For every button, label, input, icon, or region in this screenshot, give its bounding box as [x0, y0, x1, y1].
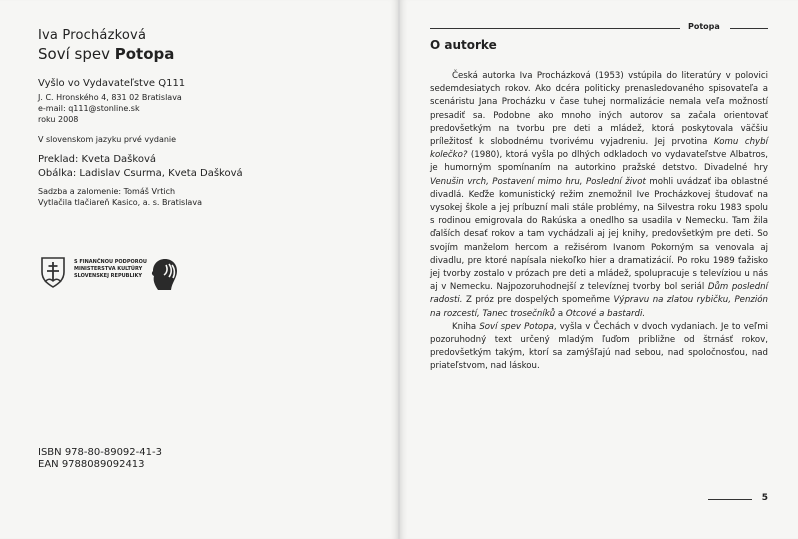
- isbn-number: ISBN 978-80-89092-41-3: [38, 447, 162, 458]
- publisher-line: Vyšlo vo Vydavateľstve Q111: [38, 78, 186, 89]
- section-title: O autorke: [430, 38, 497, 52]
- italic-title: Komu chybí kolečko?: [430, 137, 768, 161]
- body-paragraph: [430, 70, 768, 321]
- printing-credit: Vytlačila tlačiareň Kasico, a. s. Bratislava: [38, 198, 202, 207]
- page-number: 5: [761, 493, 768, 503]
- isbn-block: [38, 447, 162, 471]
- author-name: Iva Procházková: [38, 28, 147, 43]
- year-line: roku 2008: [38, 115, 79, 124]
- production-credits: [38, 186, 202, 208]
- typesetting-credit: Sadzba a zalomenie: Tomáš Vrtich: [38, 187, 176, 196]
- left-page-imprint: [0, 0, 398, 539]
- book-title: [38, 45, 174, 63]
- italic-title: Otcové a bastardi.: [565, 308, 646, 319]
- running-head: Potopa: [688, 22, 720, 31]
- text-run: Z próz pre dospelých spomeňme: [462, 295, 614, 306]
- header-rule-right: [730, 28, 768, 29]
- title-bold: Potopa: [114, 45, 175, 63]
- text-run: , vyšla v Čechách v dvoch vydaniach. Je to veľmi pozoruhodný text určený mladým ľuďom približne od štrnásť rokov, predovšetkým takým, ktorí sa zamýšľajú nad sebou, nad spoločnosťou, nad priateľstvom, nad láskou.: [430, 321, 769, 372]
- translation-credit: Preklad: Kveta Dašková: [38, 154, 156, 165]
- text-run: mohli uvádzať iba oblastné divadlá. Keďže komunistický režim znemožnil Ive Procházkovej študovať na vysokej škole a jej príbuzní mali stále problémy, na Silvestra roku 1983 spolu s rodinou emigrovala do Rakúska a onedlho sa usadila v Nemecku. Tam žila ďalších desať rokov a tam vychádzali aj jej knihy, predovšetkým pre deti. So svojím manželom hercom a režisérom Ivanom Pokorným sa venovala aj divadlu, pre ktoré napísala niekoľko hier a dramatizácií. Po roku 1989 ťažisko jej tvorby zostalo v prózach pre deti a mládež, spolupracuje s televíziou u nás aj v Nemecku. Najpozoruhodnejší z televíznej tvorby bol seriál: [430, 176, 768, 293]
- slovak-crest-icon: [40, 256, 66, 288]
- profile-head-icon: [144, 256, 180, 292]
- ministry-line-1: S FINANČNOU PODPOROU: [74, 259, 147, 265]
- text-run: Kniha: [452, 321, 480, 332]
- body-text: [430, 70, 768, 374]
- credits: [38, 153, 243, 181]
- ean-number: EAN 9788089092413: [38, 459, 145, 470]
- ministry-line-3: SLOVENSKEJ REPUBLIKY: [74, 273, 143, 279]
- edition-note: V slovenskom jazyku prvé vydanie: [38, 135, 177, 144]
- footer-rule: [708, 499, 752, 500]
- header-rule-left: [430, 28, 680, 29]
- title-light: Soví spev: [38, 45, 110, 63]
- italic-title: Dům poslední radosti.: [430, 282, 768, 306]
- italic-title: Výpravu na zlatou rybičku, Penzión na rozcestí, Tanec trosečníků: [430, 295, 768, 319]
- ministry-support-text: [74, 259, 147, 280]
- page-footer: [708, 493, 768, 505]
- publisher-address: [38, 92, 182, 125]
- right-page-about-author: [400, 0, 798, 539]
- body-paragraph: [430, 321, 768, 374]
- italic-title: Venušin vrch, Postavení mimo hru, Poslední život: [430, 176, 646, 187]
- email-line: e-mail: q111@stonline.sk: [38, 104, 140, 113]
- ministry-logo: [40, 256, 190, 292]
- italic-title: Soví spev Potopa: [479, 321, 554, 332]
- text-run: (1980), ktorá vyšla po dlhých odkladoch vo vydavateľstve Albatros, je humorným spomínaním na autorkino pražské detstvo. Divadelné hry: [430, 150, 768, 174]
- running-header: [430, 22, 768, 34]
- ministry-line-2: MINISTERSTVA KULTÚRY: [74, 266, 143, 272]
- text-run: a: [555, 308, 566, 319]
- address-line: J. C. Hronského 4, 831 02 Bratislava: [38, 93, 182, 102]
- text-run: Česká autorka Iva Procházková (1953) vstúpila do literatúry v polovici sedemdesiatych rokov. Ako dcéra politicky prenasledovaného spisovateľa a scenáristu Jana Procházku v čase tuhej normalizácie nemala veľa možností presadiť sa. Podobne ako mnoho iných autorov sa začala orientovať predovšetkým na tvorbu pre deti a mládež, ktorá poskytovala väčšiu príležitosť k slobodnému tvorivému vyjadreniu. Jej prvotina: [430, 71, 768, 148]
- cover-credit: Obálka: Ladislav Csurma, Kveta Dašková: [38, 168, 243, 179]
